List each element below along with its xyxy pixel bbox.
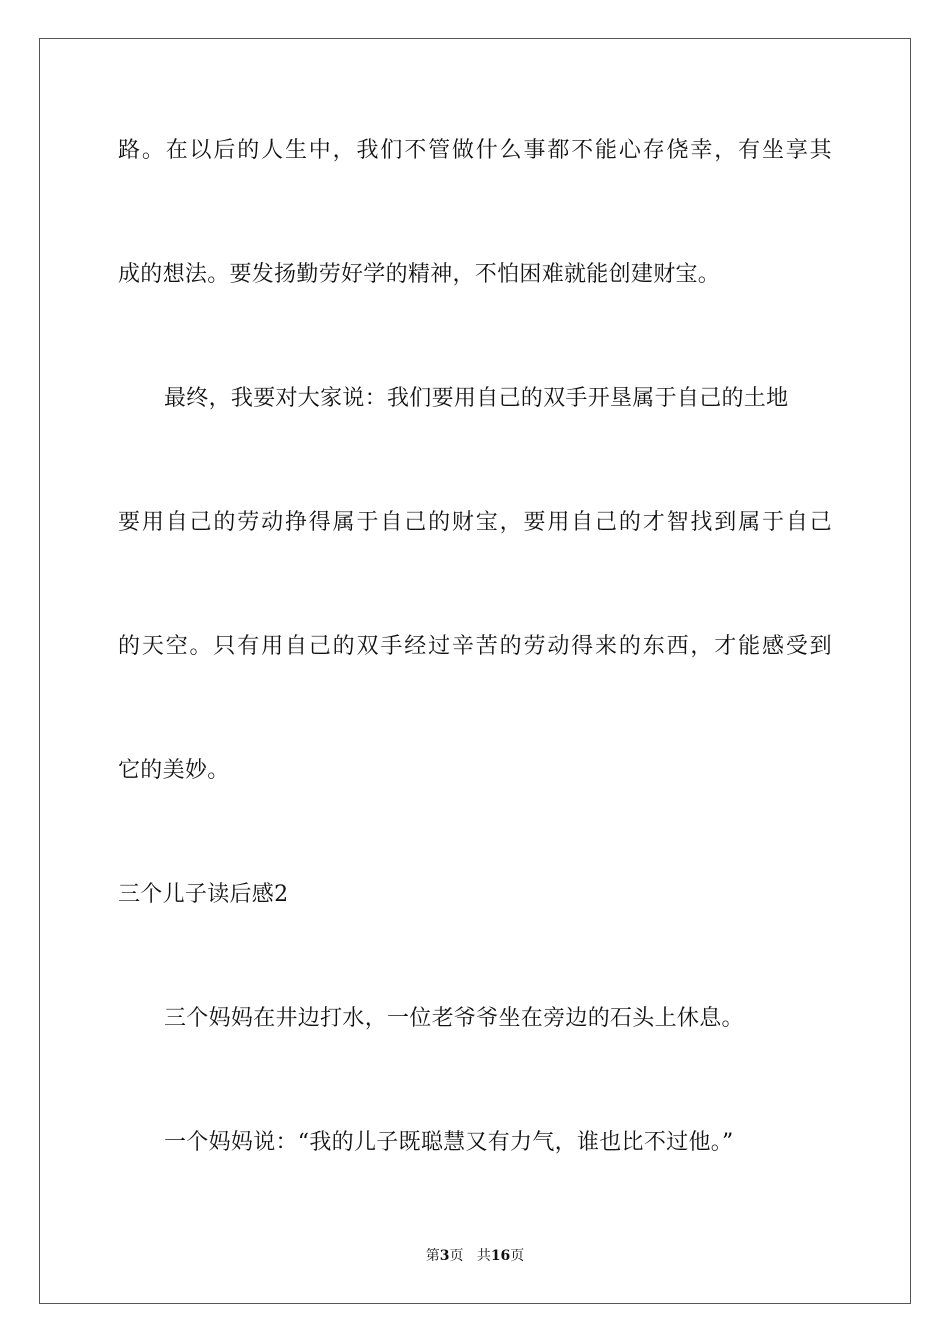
page-number: 3 <box>439 1248 450 1264</box>
body-line-4: 要用自己的劳动挣得属于自己的财宝，要用自己的才智找到属于自己 <box>118 510 832 535</box>
body-line-9: 一个妈妈说：“我的儿子既聪慧又有力气，谁也比不过他。” <box>164 1130 734 1155</box>
body-line-1: 路。在以后的人生中，我们不管做什么事都不能心存侥幸，有坐享其 <box>118 138 832 163</box>
body-line-2: 成的想法。要发扬勤劳好学的精神，不怕困难就能创建财宝。 <box>118 262 721 287</box>
total-suffix: 页 <box>510 1248 525 1264</box>
page-border <box>39 38 911 1304</box>
body-line-8: 三个妈妈在井边打水，一位老爷爷坐在旁边的石头上休息。 <box>164 1006 744 1031</box>
body-line-5: 的天空。只有用自己的双手经过辛苦的劳动得来的东西，才能感受到 <box>118 634 832 659</box>
page-prefix: 第 <box>425 1248 440 1264</box>
total-pages: 16 <box>490 1248 511 1264</box>
section-heading: 三个儿子读后感2 <box>118 882 289 907</box>
page-suffix: 页 <box>449 1248 464 1264</box>
body-line-6: 它的美妙。 <box>118 758 230 783</box>
total-prefix: 共 <box>476 1248 491 1264</box>
page-footer <box>0 1247 950 1265</box>
body-line-3: 最终，我要对大家说：我们要用自己的双手开垦属于自己的土地 <box>164 386 789 411</box>
